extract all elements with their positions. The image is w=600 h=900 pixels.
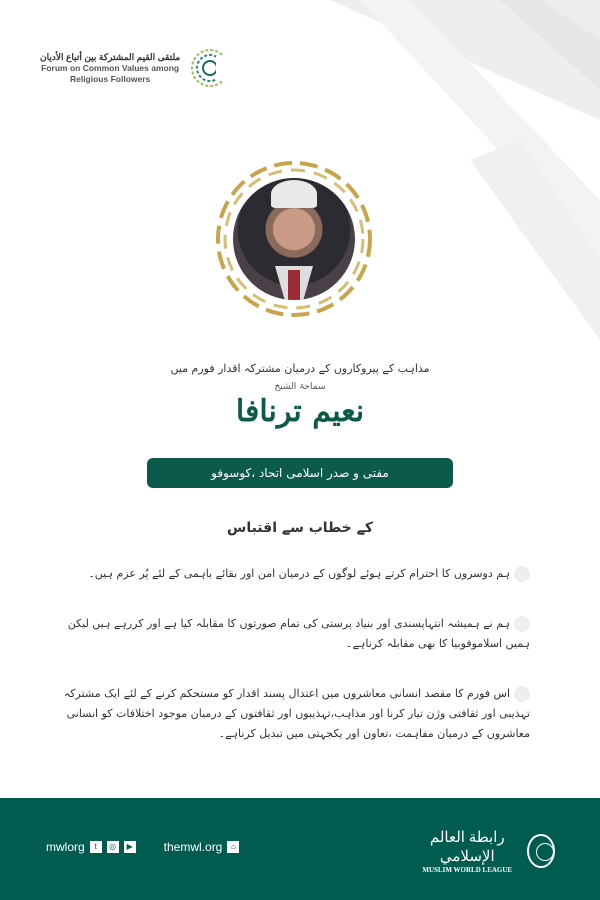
speaker-name: نعیم ترنافا <box>235 394 365 429</box>
mwl-arabic: رابطة العالم الإسلامي <box>429 830 505 865</box>
logo-english-2: Religious Followers <box>69 73 151 84</box>
speaker-photo-frame <box>208 158 378 328</box>
youtube-icon[interactable]: ▶ <box>124 841 136 853</box>
mwl-english: MUSLIM WORLD LEAGUE <box>422 866 513 874</box>
quote-3 <box>60 684 530 744</box>
home-icon[interactable]: ⌂ <box>227 841 239 853</box>
speaker-position-banner: مفتی و صدر اسلامی اتحاد ،کوسوفو <box>147 458 453 488</box>
quotes-heading: کے خطاب سے اقتباس <box>227 520 373 536</box>
quote-text: ہم دوسروں کا احترام کرتے ہوئے لوگوں کے درمیان امن اور بقائے باہمی کے لئے پُر عزم ہیں۔ <box>88 567 510 580</box>
footer <box>0 798 600 900</box>
quote-text: اس فورم کا مقصد انسانی معاشروں میں اعتدال پسند اقدار کو مستحکم کرنے کے لئے ایک مشترکہ تہذیبی اور ثقافتی وژن تیار کرنا اور مذاہب،تہذیبوں اور ثقافتوں کے درمیان موجود اختلافات کو انسانی معاشروں کے درمیان مفاہمت ،تعاون اور یکجہتی میں تبدیل کرناہے۔ <box>63 687 530 740</box>
quote-mark-icon <box>514 566 530 582</box>
website-link[interactable]: themwl.org <box>163 840 223 854</box>
twitter-icon[interactable]: t <box>90 841 102 853</box>
quote-mark-icon <box>514 686 530 702</box>
quote-mark-icon <box>514 616 530 632</box>
logo-english-1: Forum on Common Values among <box>41 62 180 73</box>
instagram-icon[interactable]: ◎ <box>107 841 119 853</box>
logo-arabic: ملتقى القيم المشتركة بين أتباع الأديان <box>40 51 181 62</box>
honorific: سماحۃ الشیخ <box>274 382 326 392</box>
mwl-emblem-icon <box>527 834 555 868</box>
speaker-photo <box>233 178 355 300</box>
intro-text: مذاہب کے پیروکاروں کے درمیان مشترکہ اقدار فورم میں <box>170 362 430 375</box>
quote-1 <box>60 564 530 584</box>
social-handle[interactable]: mwlorg <box>46 840 85 854</box>
forum-emblem-icon <box>190 48 230 88</box>
quote-2 <box>60 614 530 654</box>
forum-logo <box>40 48 240 88</box>
quote-text: ہم نے ہمیشہ انتہاپسندی اور بنیاد پرستی کی تمام صورتوں کا مقابلہ کیا ہے اور کررہے ہیں لیکن ہمیں اسلاموفوبیا کا بھی مقابلہ کرناہے۔ <box>67 617 530 650</box>
mwl-logo <box>415 828 555 874</box>
